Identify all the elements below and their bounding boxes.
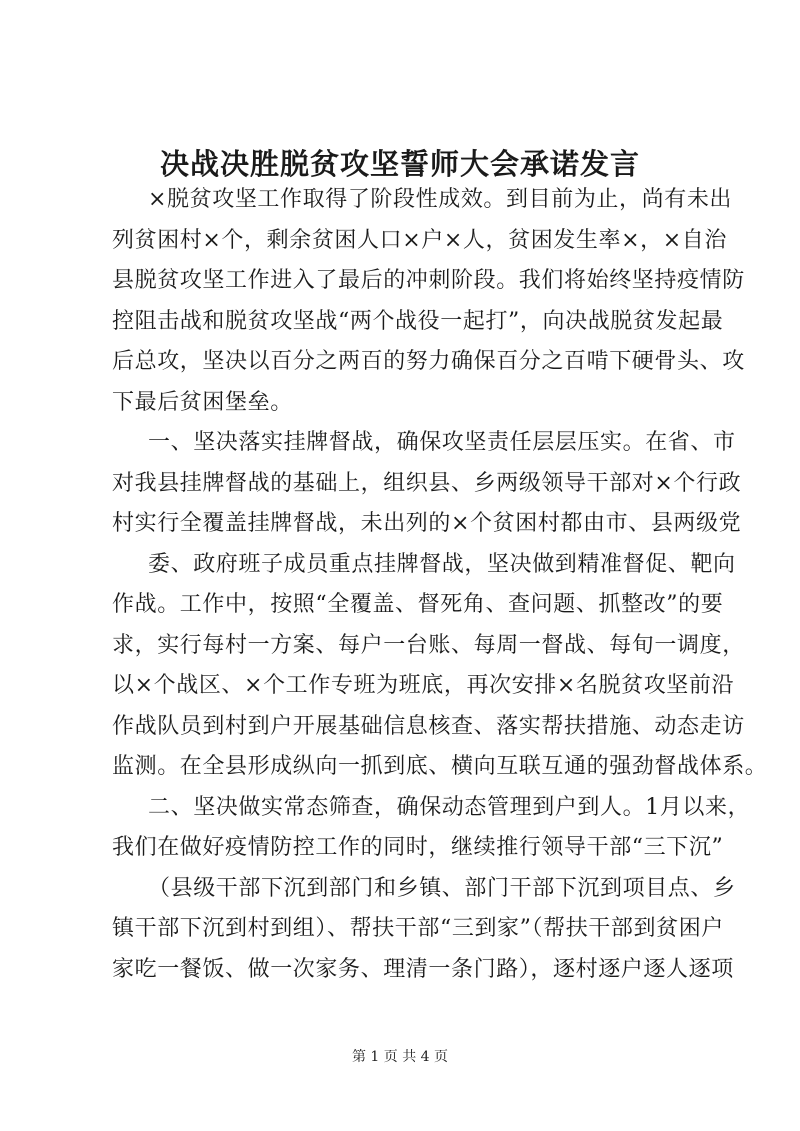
body-line: 委、政府班子成员重点挂牌督战，坚决做到精准督促、靶向: [148, 551, 736, 577]
body-line: ×脱贫攻坚工作取得了阶段性成效。到目前为止，尚有未出: [148, 187, 733, 212]
page-footer: 第 1 页 共 4 页: [351, 1049, 449, 1065]
body-line: 我们在做好疫情防控工作的同时，继续推行领导干部“三下沉”: [112, 835, 724, 860]
document-title: 决战决胜脱贫攻坚誓师大会承诺发言: [159, 147, 640, 181]
body-line: 作战。工作中，按照“全覆盖、督死角、查问题、抓整改”的要: [112, 592, 724, 617]
body-line: 村实行全覆盖挂牌督战，未出列的×个贫困村都由市、县两级党: [112, 511, 742, 536]
document-body: [112, 180, 768, 990]
body-line: 下最后贫困堡垒。: [112, 389, 293, 415]
body-line: 控阻击战和脱贫攻坚战“两个战役一起打”，向决战脱贫发起最: [112, 308, 724, 334]
body-line: 监测。在全县形成纵向一抓到底、横向互联互通的强劲督战体系。: [112, 754, 768, 779]
body-line: 对我县挂牌督战的基础上，组织县、乡两级领导干部对×个行政: [112, 470, 742, 496]
body-line: 后总攻，坚决以百分之两百的努力确保百分之百啃下硬骨头、攻: [112, 349, 745, 374]
body-line: 以×个战区、×个工作专班为班底，再次安排×名脱贫攻坚前沿: [112, 673, 735, 698]
body-line: 作战队员到村到户开展基础信息核查、落实帮扶措施、动态走访: [112, 713, 745, 739]
body-line: 求，实行每村一方案、每户一台账、每周一督战、每旬一调度，: [112, 632, 745, 658]
body-line: 二、坚决做实常态筛查，确保动态管理到户到人。1月以来，: [148, 794, 751, 820]
body-line: 镇干部下沉到村到组）、帮扶干部“三到家”（帮扶干部到贫困户: [112, 916, 724, 941]
body-line: 一、坚决落实挂牌督战，确保攻坚责任层层压实。在省、市: [148, 430, 736, 455]
body-line: 家吃一餐饭、做一次家务、理清一条门路），逐村逐户逐人逐项: [112, 956, 734, 982]
body-line: 列贫困村×个，剩余贫困人口×户×人，贫困发生率×，×自治: [112, 227, 727, 253]
body-line: 县脱贫攻坚工作进入了最后的冲刺阶段。我们将始终坚持疫情防: [112, 268, 745, 293]
body-line: （县级干部下沉到部门和乡镇、部门干部下沉到项目点、乡: [148, 875, 736, 901]
